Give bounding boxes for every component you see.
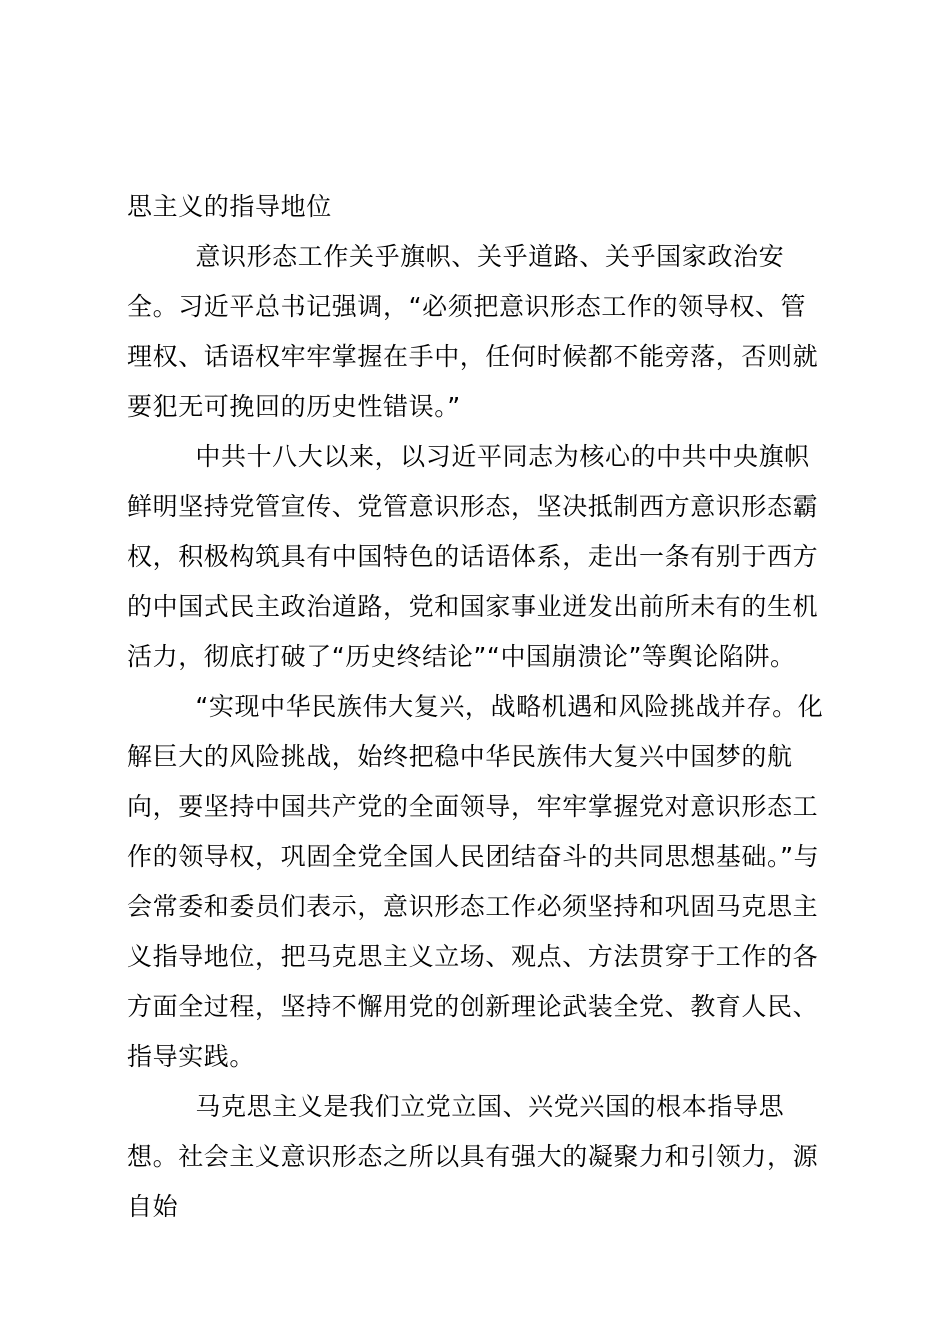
paragraph-ideology-importance: 意识形态工作关乎旗帜、关乎道路、关乎国家政治安全。习近平总书记强调，“必须把意识形态工作的领导权、管理权、话语权牢牢掌握在手中，任何时候都不能旁落，否则就要犯无可挽回的历史性错误。” (127, 242, 819, 421)
paragraph-heading-continuation: 思主义的指导地位 (127, 192, 332, 221)
document-body (127, 182, 827, 1232)
paragraph-national-rejuvenation: “实现中华民族伟大复兴，战略机遇和风险挑战并存。化解巨大的风险挑战，始终把稳中华民族伟大复兴中国梦的航向，要坚持中国共产党的全面领导，牢牢掌握党对意识形态工作的领导权，巩固全党全国人民团结奋斗的共同思想基础。”与会常委和委员们表示，意识形态工作必须坚持和巩固马克思主义指导地位，把马克思主义立场、观点、方法贯穿于工作的各方面全过程，坚持不懈用党的创新理论武装全党、教育人民、指导实践。 (127, 692, 824, 1071)
paragraph-since-18th-congress: 中共十八大以来，以习近平同志为核心的中共中央旗帜鲜明坚持党管宣传、党管意识形态，坚决抵制西方意识形态霸权，积极构筑具有中国特色的话语体系，走出一条有别于西方的中国式民主政治道路，党和国家事业迸发出前所未有的生机活力，彻底打破了“历史终结论”“中国崩溃论”等舆论陷阱。 (127, 442, 819, 671)
paragraph-marxism-guiding-thought: 马克思主义是我们立党立国、兴党兴国的根本指导思想。社会主义意识形态之所以具有强大的凝聚力和引领力，源自始 (127, 1092, 819, 1221)
